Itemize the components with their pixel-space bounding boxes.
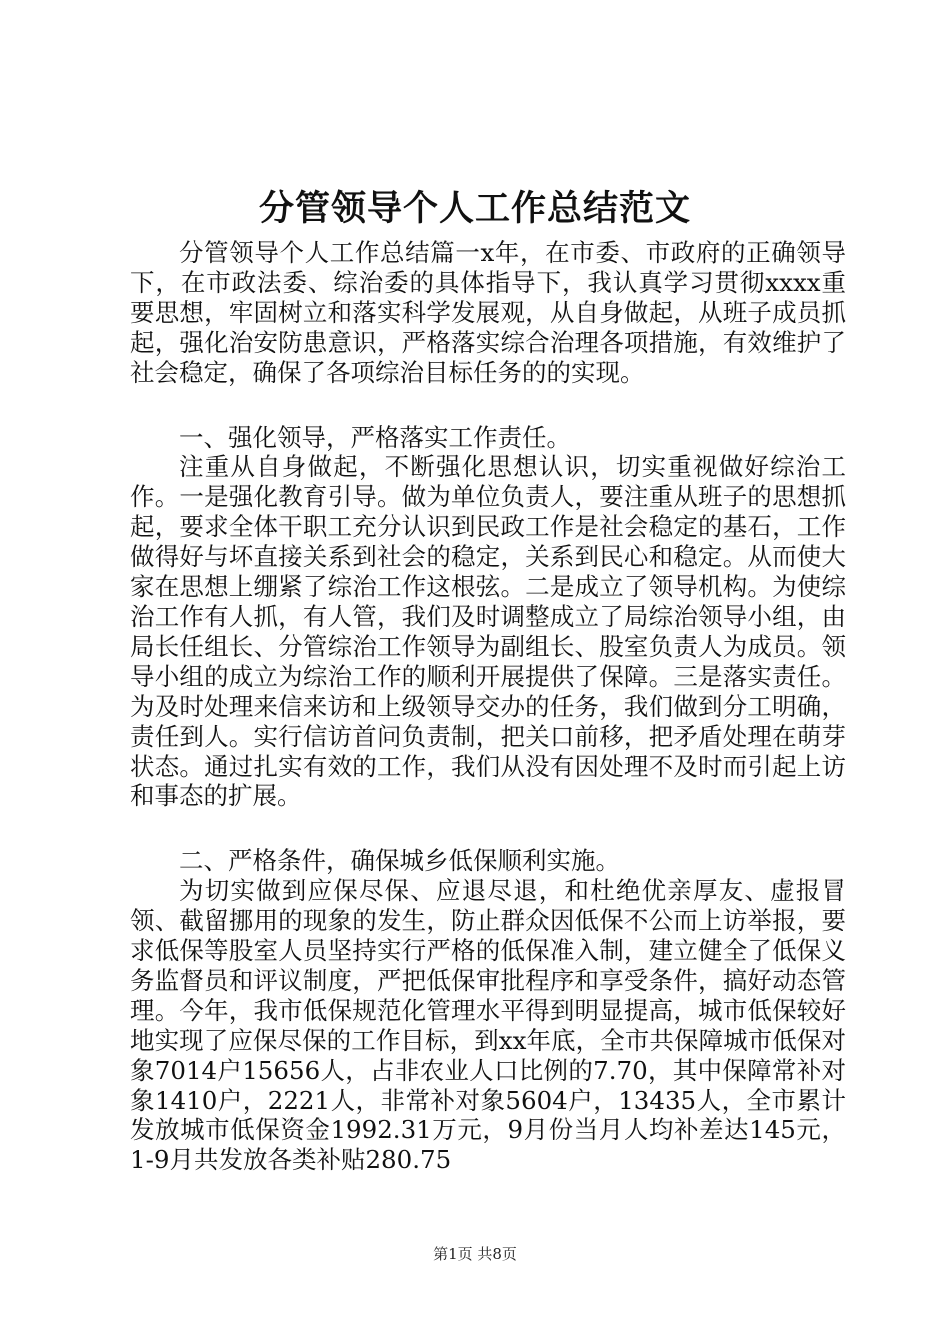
section1-paragraph: 注重从自身做起，不断强化思想认识，切实重视做好综治工作。一是强化教育引导。做为单位负责人，要注重从班子的思想抓起，要求全体干职工充分认识到民政工作是社会稳定的基石，工作做得好与坏直接关系到社会的稳定，关系到民心和稳定。从而使大家在思想上绷紧了综治工作这根弦。二是成立了领导机构。为使综治工作有人抓，有人管，我们及时调整成立了局综治领导小组，由局长任组长、分管综治工作领导为副组长、股室负责人为成员。领导小组的成立为综治工作的顺利开展提供了保障。三是落实责任。为及时处理来信来访和上级领导交办的任务，我们做到分工明确，责任到人。实行信访首问负责制，把关口前移，把矛盾处理在萌芽状态。通过扎实有效的工作，我们从没有因处理不及时而引起上访和事态的扩展。 — [130, 452, 846, 811]
paragraph-gap — [130, 811, 846, 846]
paragraph-gap — [130, 388, 846, 423]
document-title: 分管领导个人工作总结范文 — [258, 188, 691, 229]
section2-paragraph: 为切实做到应保尽保、应退尽退，和杜绝优亲厚友、虚报冒领、截留挪用的现象的发生，防止群众因低保不公而上访举报，要求低保等股室人员坚持实行严格的低保准入制，建立健全了低保义务监督员和评议制度，严把低保审批程序和享受条件，搞好动态管理。今年，我市低保规范化管理水平得到明显提高，城市低保较好地实现了应保尽保的工作目标，到xx年底，全市共保障城市低保对象7014户15656人，占非农业人口比例的7.70，其中保障常补对象1410户，2221人，非常补对象5604户，13435人，全市累计发放城市低保资金1992.31万元，9月份当月人均补差达145元，1-9月共发放各类补贴280.75 — [130, 876, 846, 1175]
page-footer: 第1页 共8页 — [433, 1245, 517, 1263]
section2-heading: 二、严格条件，确保城乡低保顺利实施。 — [179, 846, 620, 876]
intro-paragraph: 分管领导个人工作总结篇一x年，在市委、市政府的正确领导下，在市政法委、综治委的具体指导下，我认真学习贯彻xxxx重要思想，牢固树立和落实科学发展观，从自身做起，从班子成员抓起，强化治安防患意识，严格落实综合治理各项措施，有效维护了社会稳定，确保了各项综治目标任务的的实现。 — [130, 238, 846, 387]
section1-heading: 一、强化领导，严格落实工作责任。 — [179, 422, 571, 452]
document-body — [130, 238, 846, 1175]
